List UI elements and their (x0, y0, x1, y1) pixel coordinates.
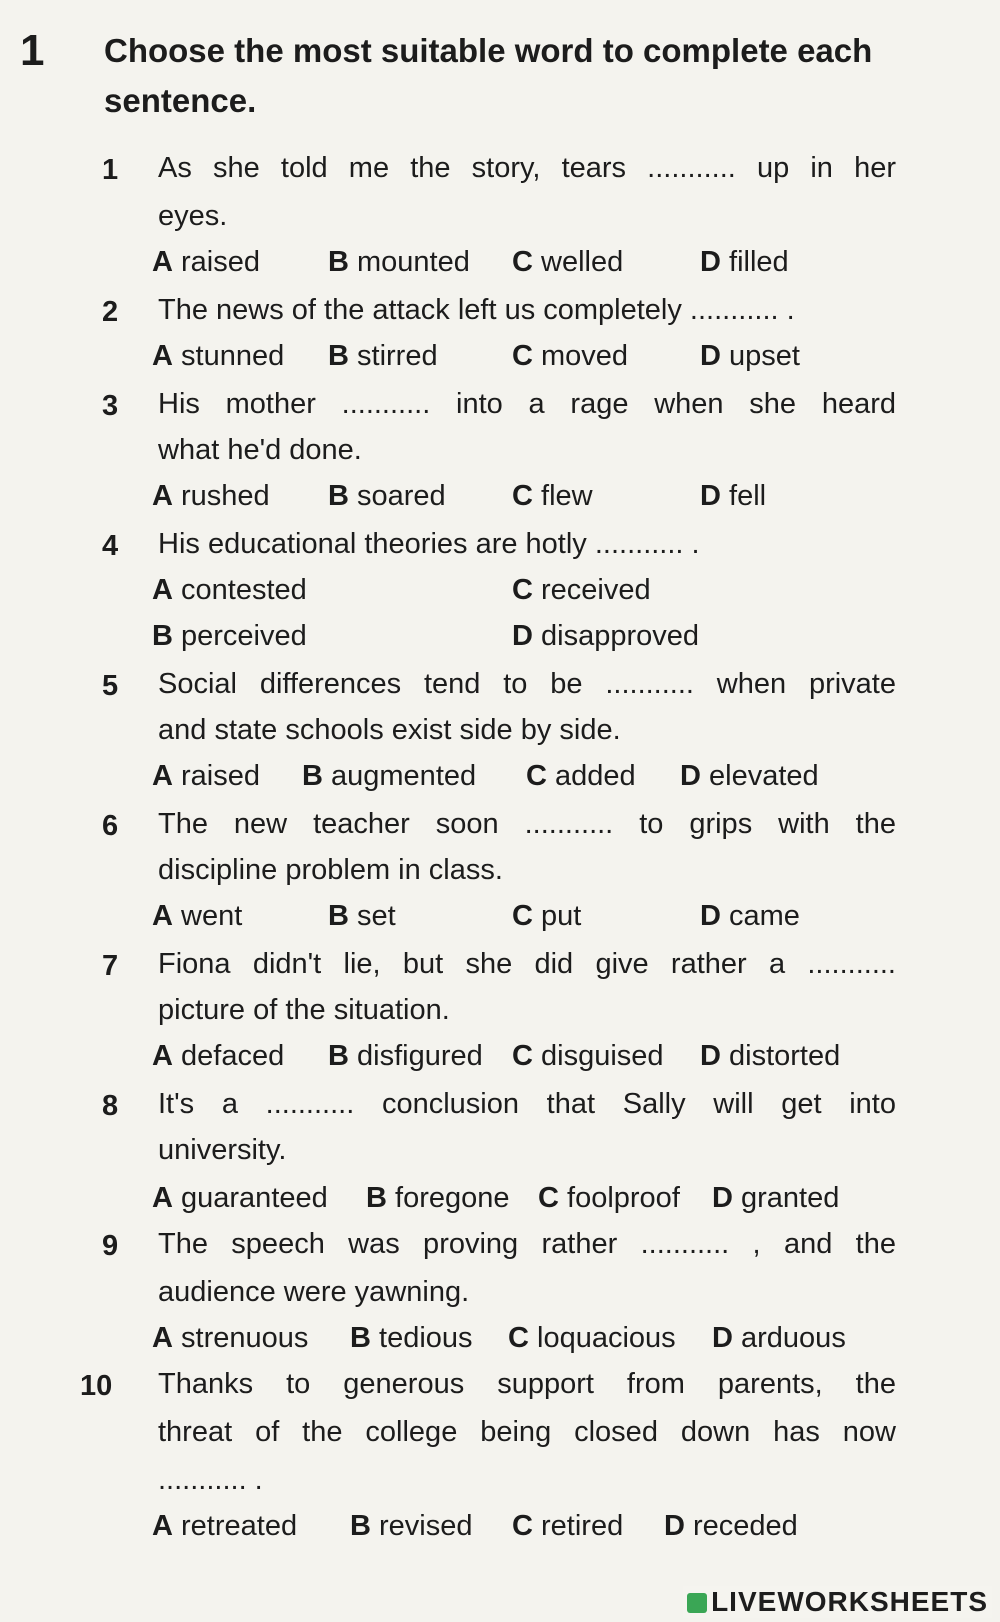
question-number: 2 (102, 296, 119, 328)
option-d[interactable]: D receded (664, 1510, 798, 1542)
question-number: 3 (102, 390, 119, 422)
option-c[interactable]: C added (526, 760, 636, 792)
option-a[interactable]: A guaranteed (152, 1182, 328, 1214)
question-text: what he'd done. (158, 434, 362, 466)
option-d[interactable]: D arduous (712, 1322, 846, 1354)
question-text: The news of the attack left us completely ........... . (158, 294, 795, 326)
question-text: Social differences tend to be ........... when private (158, 668, 896, 700)
option-c[interactable]: C loquacious (508, 1322, 676, 1354)
question-text: and state schools exist side by side. (158, 714, 621, 746)
option-a[interactable]: A rushed (152, 480, 270, 512)
option-a[interactable]: A raised (152, 760, 261, 792)
question-text: discipline problem in class. (158, 854, 503, 886)
option-c[interactable]: C foolproof (538, 1182, 680, 1214)
question-text: His educational theories are hotly ........... . (158, 528, 700, 560)
option-d[interactable]: D came (700, 900, 800, 932)
question-text: It's a ........... conclusion that Sally will get into (158, 1088, 896, 1120)
option-b[interactable]: B soared (328, 480, 446, 512)
option-a[interactable]: A stunned (152, 340, 285, 372)
option-c[interactable]: C received (512, 574, 651, 606)
question-text: picture of the situation. (158, 994, 450, 1026)
option-a[interactable]: A defaced (152, 1040, 285, 1072)
option-d[interactable]: D fell (700, 480, 767, 512)
question-number: 1 (102, 154, 119, 186)
question-number: 5 (102, 670, 119, 702)
option-c[interactable]: C flew (512, 480, 593, 512)
option-b[interactable]: B tedious (350, 1322, 473, 1354)
option-c[interactable]: C retired (512, 1510, 624, 1542)
question-number: 8 (102, 1090, 119, 1122)
question-number: 9 (102, 1230, 119, 1262)
liveworksheets-logo-icon (687, 1593, 707, 1613)
instruction-line-1: Choose the most suitable word to complete each (104, 32, 873, 69)
option-d[interactable]: D granted (712, 1182, 840, 1214)
option-c[interactable]: C put (512, 900, 582, 932)
answer-blank[interactable]: ........... . (158, 1464, 263, 1496)
question-text: The speech was proving rather ........... , and the (158, 1228, 896, 1260)
option-d[interactable]: D filled (700, 246, 789, 278)
question-text: Fiona didn't lie, but she did give rather a ........... (158, 948, 896, 980)
option-d[interactable]: D elevated (680, 760, 819, 792)
option-b[interactable]: B set (328, 900, 396, 932)
question-number: 4 (102, 530, 119, 562)
liveworksheets-watermark: LIVEWORKSHEETS (683, 1586, 992, 1618)
option-d[interactable]: D upset (700, 340, 800, 372)
option-b[interactable]: B augmented (302, 760, 477, 792)
option-a[interactable]: A went (152, 900, 243, 932)
option-a[interactable]: A strenuous (152, 1322, 309, 1354)
exercise-number: 1 (20, 26, 45, 75)
option-d[interactable]: D distorted (700, 1040, 841, 1072)
instruction-line-2: sentence. (104, 82, 257, 119)
question-text: His mother ........... into a rage when she heard (158, 388, 896, 420)
option-b[interactable]: B mounted (328, 246, 470, 278)
option-c[interactable]: C welled (512, 246, 624, 278)
question-number: 10 (80, 1370, 113, 1402)
question-text: eyes. (158, 200, 228, 232)
question-text: university. (158, 1134, 287, 1166)
instructions (104, 26, 884, 126)
option-b[interactable]: B revised (350, 1510, 473, 1542)
question-text: Thanks to generous support from parents, the (158, 1368, 896, 1400)
question-text: The new teacher soon ........... to grips with the (158, 808, 896, 840)
option-a[interactable]: A raised (152, 246, 261, 278)
option-c[interactable]: C disguised (512, 1040, 664, 1072)
option-a[interactable]: A retreated (152, 1510, 298, 1542)
option-b[interactable]: B disfigured (328, 1040, 483, 1072)
question-text: audience were yawning. (158, 1276, 470, 1308)
option-c[interactable]: C moved (512, 340, 629, 372)
question-text: threat of the college being closed down has now (158, 1416, 896, 1448)
question-number: 6 (102, 810, 119, 842)
question-number: 7 (102, 950, 119, 982)
option-b[interactable]: B stirred (328, 340, 438, 372)
option-a[interactable]: A contested (152, 574, 307, 606)
option-b[interactable]: B foregone (366, 1182, 510, 1214)
question-text: As she told me the story, tears ........... up in her (158, 152, 896, 184)
option-d[interactable]: D disapproved (512, 620, 700, 652)
option-b[interactable]: B perceived (152, 620, 307, 652)
